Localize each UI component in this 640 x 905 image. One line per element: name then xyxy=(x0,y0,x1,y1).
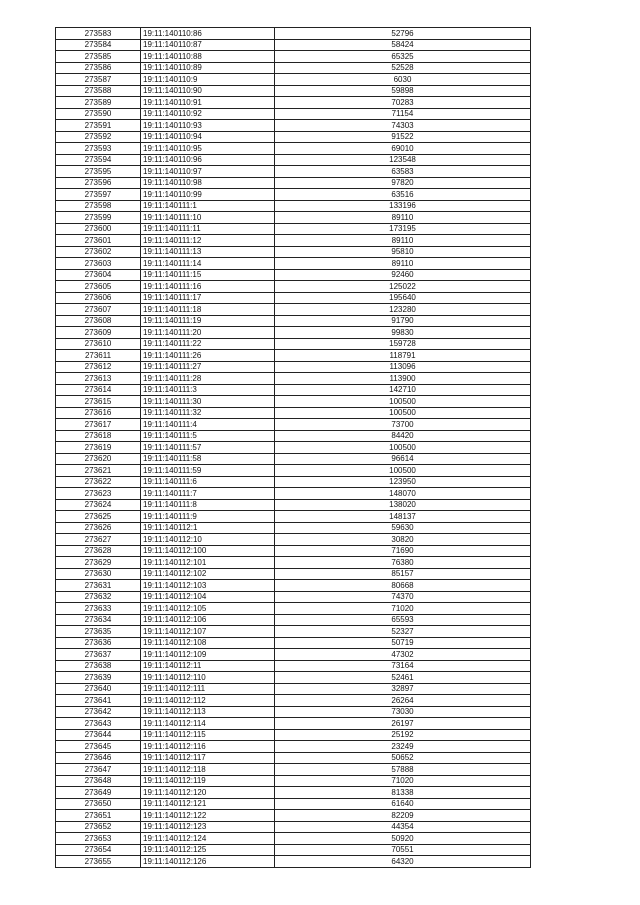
table-row xyxy=(56,62,531,74)
table-row xyxy=(56,39,531,51)
table-row xyxy=(56,741,531,753)
cadastral-number-cell: 19:11:140110:96 xyxy=(141,154,275,166)
cadastral-number-cell: 19:11:140112:118 xyxy=(141,764,275,776)
value-cell: 70283 xyxy=(275,97,531,109)
table-row xyxy=(56,695,531,707)
row-number-cell: 273643 xyxy=(56,718,141,730)
table-row xyxy=(56,591,531,603)
row-number-cell: 273599 xyxy=(56,212,141,224)
row-number-cell: 273638 xyxy=(56,660,141,672)
table-row xyxy=(56,269,531,281)
value-cell: 65593 xyxy=(275,614,531,626)
cadastral-number-cell: 19:11:140112:105 xyxy=(141,603,275,615)
table-row xyxy=(56,833,531,845)
row-number-cell: 273654 xyxy=(56,844,141,856)
row-number-cell: 273645 xyxy=(56,741,141,753)
row-number-cell: 273583 xyxy=(56,28,141,40)
value-cell: 50719 xyxy=(275,637,531,649)
cadastral-number-cell: 19:11:140112:104 xyxy=(141,591,275,603)
cadastral-number-cell: 19:11:140110:9 xyxy=(141,74,275,86)
value-cell: 71154 xyxy=(275,108,531,120)
cadastral-number-cell: 19:11:140112:112 xyxy=(141,695,275,707)
value-cell: 113096 xyxy=(275,361,531,373)
table-row xyxy=(56,787,531,799)
row-number-cell: 273650 xyxy=(56,798,141,810)
cadastral-number-cell: 19:11:140112:10 xyxy=(141,534,275,546)
value-cell: 85157 xyxy=(275,568,531,580)
cadastral-number-cell: 19:11:140110:90 xyxy=(141,85,275,97)
cadastral-number-cell: 19:11:140110:92 xyxy=(141,108,275,120)
cadastral-number-cell: 19:11:140111:28 xyxy=(141,373,275,385)
row-number-cell: 273590 xyxy=(56,108,141,120)
cadastral-number-cell: 19:11:140112:120 xyxy=(141,787,275,799)
row-number-cell: 273596 xyxy=(56,177,141,189)
row-number-cell: 273607 xyxy=(56,304,141,316)
value-cell: 123280 xyxy=(275,304,531,316)
value-cell: 118791 xyxy=(275,350,531,362)
cadastral-number-cell: 19:11:140111:19 xyxy=(141,315,275,327)
table-row xyxy=(56,28,531,40)
cadastral-number-cell: 19:11:140112:122 xyxy=(141,810,275,822)
value-cell: 113900 xyxy=(275,373,531,385)
row-number-cell: 273636 xyxy=(56,637,141,649)
value-cell: 26197 xyxy=(275,718,531,730)
table-row xyxy=(56,775,531,787)
table-row xyxy=(56,844,531,856)
row-number-cell: 273615 xyxy=(56,396,141,408)
cadastral-number-cell: 19:11:140111:11 xyxy=(141,223,275,235)
value-cell: 69010 xyxy=(275,143,531,155)
value-cell: 100500 xyxy=(275,407,531,419)
table-body xyxy=(56,28,531,868)
row-number-cell: 273595 xyxy=(56,166,141,178)
value-cell: 142710 xyxy=(275,384,531,396)
cadastral-number-cell: 19:11:140112:11 xyxy=(141,660,275,672)
table-row xyxy=(56,120,531,132)
row-number-cell: 273641 xyxy=(56,695,141,707)
table-row xyxy=(56,200,531,212)
table-row xyxy=(56,534,531,546)
row-number-cell: 273639 xyxy=(56,672,141,684)
value-cell: 96614 xyxy=(275,453,531,465)
table-row xyxy=(56,706,531,718)
table-row xyxy=(56,396,531,408)
cadastral-number-cell: 19:11:140112:103 xyxy=(141,580,275,592)
row-number-cell: 273606 xyxy=(56,292,141,304)
cadastral-number-cell: 19:11:140111:18 xyxy=(141,304,275,316)
table-row xyxy=(56,361,531,373)
row-number-cell: 273616 xyxy=(56,407,141,419)
value-cell: 148137 xyxy=(275,511,531,523)
value-cell: 82209 xyxy=(275,810,531,822)
value-cell: 59898 xyxy=(275,85,531,97)
table-row xyxy=(56,281,531,293)
cadastral-number-cell: 19:11:140111:7 xyxy=(141,488,275,500)
table-row xyxy=(56,798,531,810)
table-row xyxy=(56,557,531,569)
table-row xyxy=(56,223,531,235)
table-row xyxy=(56,131,531,143)
table-row xyxy=(56,373,531,385)
cadastral-number-cell: 19:11:140112:117 xyxy=(141,752,275,764)
row-number-cell: 273617 xyxy=(56,419,141,431)
value-cell: 89110 xyxy=(275,212,531,224)
table-row xyxy=(56,235,531,247)
cadastral-number-cell: 19:11:140111:17 xyxy=(141,292,275,304)
row-number-cell: 273619 xyxy=(56,442,141,454)
cadastral-number-cell: 19:11:140112:125 xyxy=(141,844,275,856)
value-cell: 63516 xyxy=(275,189,531,201)
value-cell: 52796 xyxy=(275,28,531,40)
row-number-cell: 273631 xyxy=(56,580,141,592)
table-row xyxy=(56,419,531,431)
row-number-cell: 273620 xyxy=(56,453,141,465)
row-number-cell: 273623 xyxy=(56,488,141,500)
cadastral-number-cell: 19:11:140111:3 xyxy=(141,384,275,396)
cadastral-number-cell: 19:11:140111:5 xyxy=(141,430,275,442)
row-number-cell: 273648 xyxy=(56,775,141,787)
cadastral-number-cell: 19:11:140112:107 xyxy=(141,626,275,638)
row-number-cell: 273635 xyxy=(56,626,141,638)
value-cell: 173195 xyxy=(275,223,531,235)
cadastral-number-cell: 19:11:140110:89 xyxy=(141,62,275,74)
table-row xyxy=(56,476,531,488)
value-cell: 84420 xyxy=(275,430,531,442)
value-cell: 57888 xyxy=(275,764,531,776)
row-number-cell: 273584 xyxy=(56,39,141,51)
table-row xyxy=(56,85,531,97)
row-number-cell: 273651 xyxy=(56,810,141,822)
row-number-cell: 273644 xyxy=(56,729,141,741)
row-number-cell: 273614 xyxy=(56,384,141,396)
cadastral-number-cell: 19:11:140111:27 xyxy=(141,361,275,373)
table-row xyxy=(56,108,531,120)
table-row xyxy=(56,511,531,523)
table-row xyxy=(56,626,531,638)
row-number-cell: 273637 xyxy=(56,649,141,661)
row-number-cell: 273589 xyxy=(56,97,141,109)
table-row xyxy=(56,522,531,534)
cadastral-number-cell: 19:11:140112:115 xyxy=(141,729,275,741)
value-cell: 71020 xyxy=(275,603,531,615)
value-cell: 58424 xyxy=(275,39,531,51)
row-number-cell: 273597 xyxy=(56,189,141,201)
row-number-cell: 273653 xyxy=(56,833,141,845)
table-row xyxy=(56,499,531,511)
row-number-cell: 273630 xyxy=(56,568,141,580)
row-number-cell: 273601 xyxy=(56,235,141,247)
row-number-cell: 273588 xyxy=(56,85,141,97)
cadastral-number-cell: 19:11:140110:91 xyxy=(141,97,275,109)
table-row xyxy=(56,315,531,327)
value-cell: 100500 xyxy=(275,465,531,477)
value-cell: 138020 xyxy=(275,499,531,511)
value-cell: 59630 xyxy=(275,522,531,534)
cadastral-number-cell: 19:11:140111:57 xyxy=(141,442,275,454)
cadastral-number-cell: 19:11:140111:15 xyxy=(141,269,275,281)
row-number-cell: 273587 xyxy=(56,74,141,86)
value-cell: 47302 xyxy=(275,649,531,661)
row-number-cell: 273626 xyxy=(56,522,141,534)
value-cell: 73700 xyxy=(275,419,531,431)
table-row xyxy=(56,384,531,396)
row-number-cell: 273624 xyxy=(56,499,141,511)
row-number-cell: 273647 xyxy=(56,764,141,776)
row-number-cell: 273621 xyxy=(56,465,141,477)
cadastral-number-cell: 19:11:140111:59 xyxy=(141,465,275,477)
value-cell: 50652 xyxy=(275,752,531,764)
table-row xyxy=(56,304,531,316)
cadastral-number-cell: 19:11:140111:8 xyxy=(141,499,275,511)
row-number-cell: 273586 xyxy=(56,62,141,74)
cadastral-number-cell: 19:11:140112:114 xyxy=(141,718,275,730)
table-row xyxy=(56,752,531,764)
cadastral-number-cell: 19:11:140112:101 xyxy=(141,557,275,569)
value-cell: 52461 xyxy=(275,672,531,684)
row-number-cell: 273594 xyxy=(56,154,141,166)
value-cell: 71020 xyxy=(275,775,531,787)
cadastral-number-cell: 19:11:140110:97 xyxy=(141,166,275,178)
cadastral-number-cell: 19:11:140112:113 xyxy=(141,706,275,718)
cadastral-number-cell: 19:11:140110:98 xyxy=(141,177,275,189)
cadastral-number-cell: 19:11:140112:111 xyxy=(141,683,275,695)
value-cell: 100500 xyxy=(275,396,531,408)
value-cell: 61640 xyxy=(275,798,531,810)
cadastral-number-cell: 19:11:140111:12 xyxy=(141,235,275,247)
cadastral-number-cell: 19:11:140112:106 xyxy=(141,614,275,626)
value-cell: 159728 xyxy=(275,338,531,350)
table-row xyxy=(56,407,531,419)
table-row xyxy=(56,718,531,730)
table-row xyxy=(56,350,531,362)
value-cell: 44354 xyxy=(275,821,531,833)
value-cell: 91522 xyxy=(275,131,531,143)
table-row xyxy=(56,568,531,580)
cadastral-number-cell: 19:11:140111:58 xyxy=(141,453,275,465)
table-row xyxy=(56,764,531,776)
cadastral-number-cell: 19:11:140112:108 xyxy=(141,637,275,649)
cadastral-number-cell: 19:11:140110:86 xyxy=(141,28,275,40)
value-cell: 80668 xyxy=(275,580,531,592)
value-cell: 65325 xyxy=(275,51,531,63)
cadastral-number-cell: 19:11:140112:121 xyxy=(141,798,275,810)
table-row xyxy=(56,327,531,339)
value-cell: 99830 xyxy=(275,327,531,339)
row-number-cell: 273608 xyxy=(56,315,141,327)
row-number-cell: 273605 xyxy=(56,281,141,293)
table-row xyxy=(56,51,531,63)
table-row xyxy=(56,603,531,615)
row-number-cell: 273612 xyxy=(56,361,141,373)
value-cell: 30820 xyxy=(275,534,531,546)
value-cell: 89110 xyxy=(275,235,531,247)
row-number-cell: 273618 xyxy=(56,430,141,442)
value-cell: 71690 xyxy=(275,545,531,557)
row-number-cell: 273634 xyxy=(56,614,141,626)
value-cell: 125022 xyxy=(275,281,531,293)
table-row xyxy=(56,683,531,695)
table-row xyxy=(56,856,531,868)
cadastral-number-cell: 19:11:140110:93 xyxy=(141,120,275,132)
cadastral-number-cell: 19:11:140111:13 xyxy=(141,246,275,258)
cadastral-number-cell: 19:11:140111:1 xyxy=(141,200,275,212)
row-number-cell: 273611 xyxy=(56,350,141,362)
value-cell: 74303 xyxy=(275,120,531,132)
table-row xyxy=(56,488,531,500)
table-row xyxy=(56,465,531,477)
value-cell: 92460 xyxy=(275,269,531,281)
value-cell: 123950 xyxy=(275,476,531,488)
table-row xyxy=(56,292,531,304)
cadastral-number-cell: 19:11:140112:109 xyxy=(141,649,275,661)
cadastral-number-cell: 19:11:140111:4 xyxy=(141,419,275,431)
value-cell: 6030 xyxy=(275,74,531,86)
value-cell: 63583 xyxy=(275,166,531,178)
cadastral-number-cell: 19:11:140111:20 xyxy=(141,327,275,339)
row-number-cell: 273655 xyxy=(56,856,141,868)
table-row xyxy=(56,442,531,454)
value-cell: 76380 xyxy=(275,557,531,569)
cadastral-number-cell: 19:11:140111:6 xyxy=(141,476,275,488)
table-row xyxy=(56,810,531,822)
table-row xyxy=(56,143,531,155)
row-number-cell: 273652 xyxy=(56,821,141,833)
cadastral-number-cell: 19:11:140111:16 xyxy=(141,281,275,293)
row-number-cell: 273600 xyxy=(56,223,141,235)
value-cell: 73030 xyxy=(275,706,531,718)
cadastral-number-cell: 19:11:140112:102 xyxy=(141,568,275,580)
value-cell: 32897 xyxy=(275,683,531,695)
value-cell: 23249 xyxy=(275,741,531,753)
value-cell: 25192 xyxy=(275,729,531,741)
cadastral-number-cell: 19:11:140111:30 xyxy=(141,396,275,408)
table-row xyxy=(56,166,531,178)
table-row xyxy=(56,580,531,592)
cadastral-number-cell: 19:11:140111:9 xyxy=(141,511,275,523)
cadastral-number-cell: 19:11:140112:110 xyxy=(141,672,275,684)
table-row xyxy=(56,821,531,833)
row-number-cell: 273592 xyxy=(56,131,141,143)
table-row xyxy=(56,729,531,741)
table-row xyxy=(56,258,531,270)
value-cell: 64320 xyxy=(275,856,531,868)
row-number-cell: 273598 xyxy=(56,200,141,212)
value-cell: 195640 xyxy=(275,292,531,304)
cadastral-number-cell: 19:11:140110:99 xyxy=(141,189,275,201)
table-row xyxy=(56,660,531,672)
cadastral-number-cell: 19:11:140112:116 xyxy=(141,741,275,753)
row-number-cell: 273604 xyxy=(56,269,141,281)
value-cell: 95810 xyxy=(275,246,531,258)
row-number-cell: 273646 xyxy=(56,752,141,764)
cadastral-number-cell: 19:11:140112:119 xyxy=(141,775,275,787)
table-row xyxy=(56,614,531,626)
row-number-cell: 273640 xyxy=(56,683,141,695)
table-row xyxy=(56,97,531,109)
value-cell: 52528 xyxy=(275,62,531,74)
value-cell: 89110 xyxy=(275,258,531,270)
row-number-cell: 273622 xyxy=(56,476,141,488)
cadastral-number-cell: 19:11:140111:14 xyxy=(141,258,275,270)
table-row xyxy=(56,453,531,465)
row-number-cell: 273609 xyxy=(56,327,141,339)
table-row xyxy=(56,338,531,350)
cadastral-number-cell: 19:11:140112:1 xyxy=(141,522,275,534)
cadastral-number-cell: 19:11:140111:10 xyxy=(141,212,275,224)
row-number-cell: 273632 xyxy=(56,591,141,603)
cadastral-number-cell: 19:11:140112:100 xyxy=(141,545,275,557)
row-number-cell: 273642 xyxy=(56,706,141,718)
table-row xyxy=(56,246,531,258)
table-row xyxy=(56,212,531,224)
table-row xyxy=(56,672,531,684)
value-cell: 73164 xyxy=(275,660,531,672)
table-row xyxy=(56,545,531,557)
row-number-cell: 273627 xyxy=(56,534,141,546)
cadastral-number-cell: 19:11:140111:32 xyxy=(141,407,275,419)
table-row xyxy=(56,189,531,201)
cadastral-number-cell: 19:11:140112:126 xyxy=(141,856,275,868)
cadastral-number-cell: 19:11:140112:124 xyxy=(141,833,275,845)
value-cell: 81338 xyxy=(275,787,531,799)
row-number-cell: 273613 xyxy=(56,373,141,385)
value-cell: 26264 xyxy=(275,695,531,707)
data-table xyxy=(55,27,531,868)
cadastral-number-cell: 19:11:140110:88 xyxy=(141,51,275,63)
value-cell: 97820 xyxy=(275,177,531,189)
table-row xyxy=(56,637,531,649)
value-cell: 123548 xyxy=(275,154,531,166)
value-cell: 133196 xyxy=(275,200,531,212)
value-cell: 52327 xyxy=(275,626,531,638)
value-cell: 148070 xyxy=(275,488,531,500)
cadastral-number-cell: 19:11:140110:95 xyxy=(141,143,275,155)
table-row xyxy=(56,177,531,189)
table-row xyxy=(56,649,531,661)
cadastral-number-cell: 19:11:140110:87 xyxy=(141,39,275,51)
table-row xyxy=(56,74,531,86)
cadastral-number-cell: 19:11:140111:22 xyxy=(141,338,275,350)
cadastral-number-cell: 19:11:140112:123 xyxy=(141,821,275,833)
value-cell: 100500 xyxy=(275,442,531,454)
row-number-cell: 273602 xyxy=(56,246,141,258)
value-cell: 74370 xyxy=(275,591,531,603)
row-number-cell: 273585 xyxy=(56,51,141,63)
row-number-cell: 273649 xyxy=(56,787,141,799)
row-number-cell: 273591 xyxy=(56,120,141,132)
row-number-cell: 273593 xyxy=(56,143,141,155)
value-cell: 91790 xyxy=(275,315,531,327)
row-number-cell: 273628 xyxy=(56,545,141,557)
value-cell: 50920 xyxy=(275,833,531,845)
row-number-cell: 273625 xyxy=(56,511,141,523)
cadastral-number-cell: 19:11:140110:94 xyxy=(141,131,275,143)
cadastral-number-cell: 19:11:140111:26 xyxy=(141,350,275,362)
table-row xyxy=(56,154,531,166)
row-number-cell: 273603 xyxy=(56,258,141,270)
row-number-cell: 273633 xyxy=(56,603,141,615)
value-cell: 70551 xyxy=(275,844,531,856)
row-number-cell: 273629 xyxy=(56,557,141,569)
table-row xyxy=(56,430,531,442)
row-number-cell: 273610 xyxy=(56,338,141,350)
